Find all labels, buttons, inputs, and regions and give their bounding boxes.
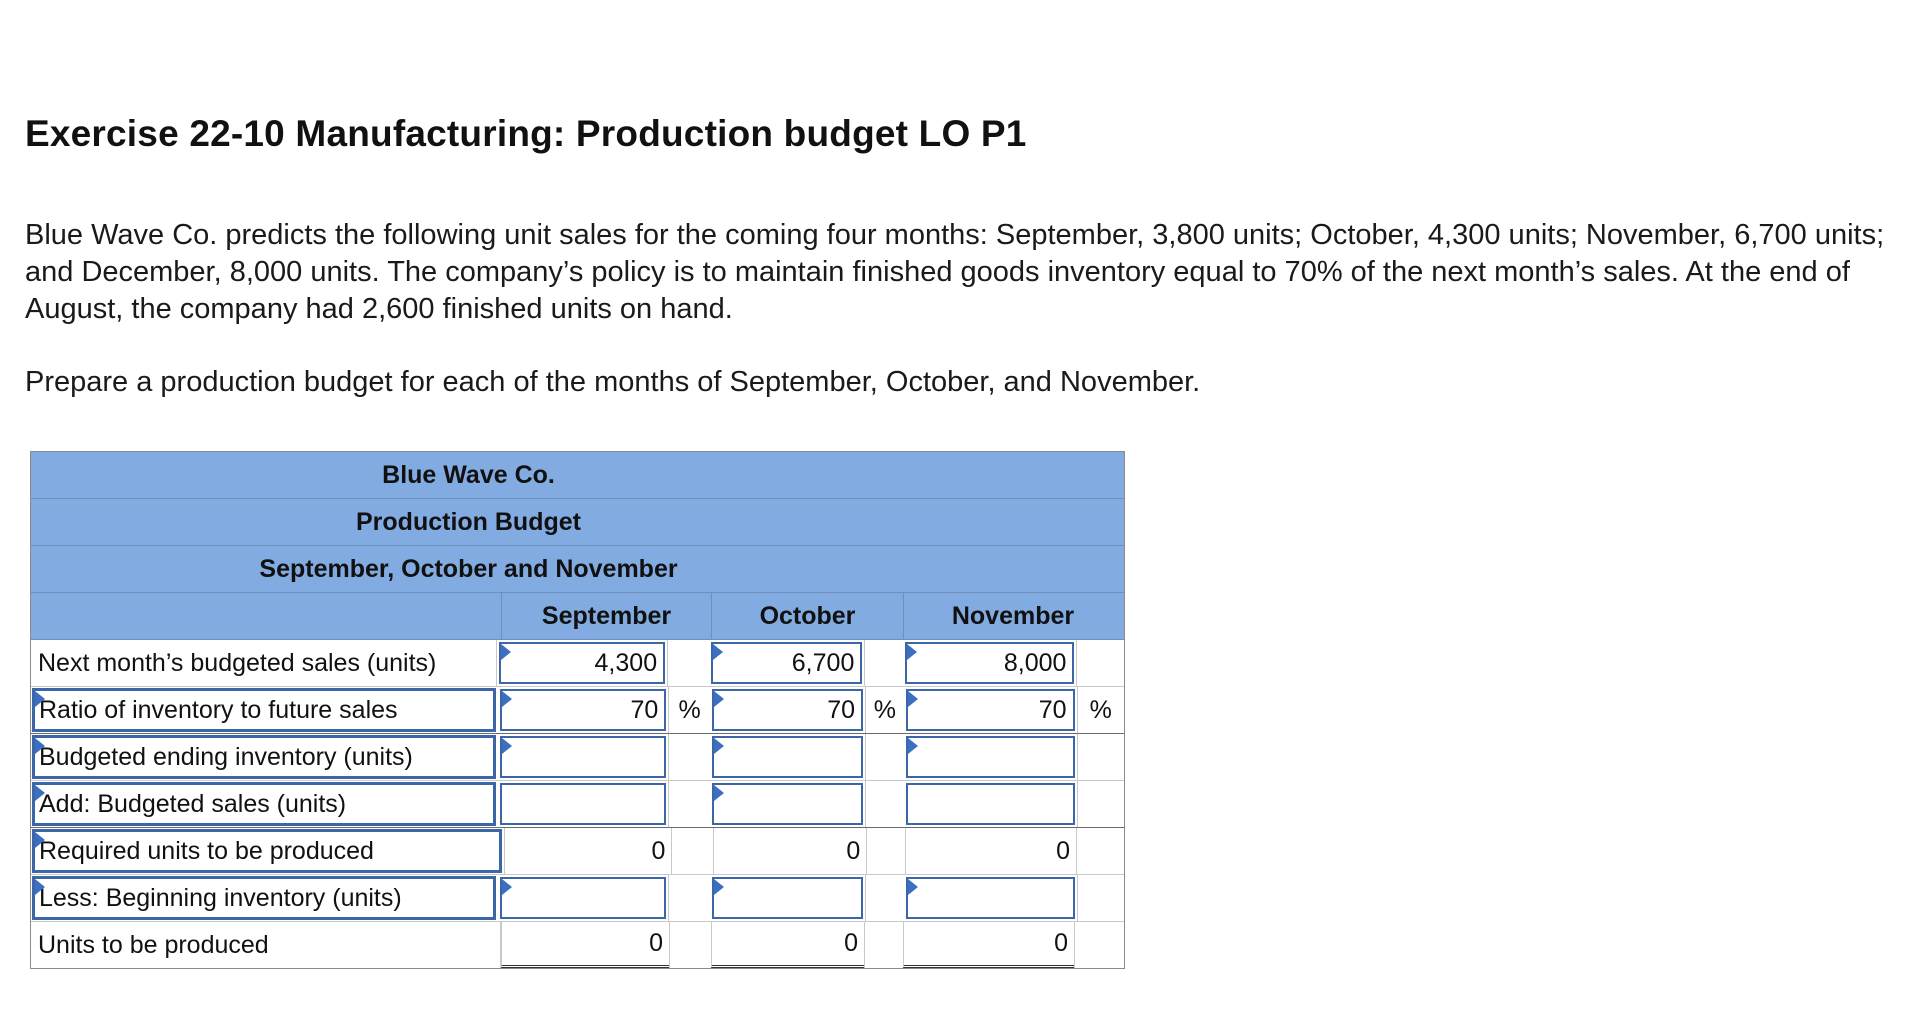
suffix-cell <box>669 922 711 968</box>
october-input[interactable] <box>711 642 863 684</box>
row-label-select[interactable] <box>32 735 496 779</box>
october-input[interactable] <box>712 783 863 825</box>
september-total: 0 <box>501 922 669 968</box>
october-input[interactable] <box>712 736 863 778</box>
input-marker-icon <box>35 879 45 895</box>
table-row-required-units <box>31 828 1124 875</box>
table-row-inventory-ratio <box>31 687 1124 734</box>
budget-period: September, October and November <box>259 554 678 583</box>
suffix-cell <box>667 640 709 686</box>
row-label: Required units to be produced <box>39 836 374 865</box>
september-input[interactable] <box>500 877 666 919</box>
suffix-cell <box>668 734 709 780</box>
suffix-cell <box>1076 640 1124 686</box>
input-marker-icon <box>502 879 512 895</box>
exercise-title: Exercise 22-10 Manufacturing: Production budget LO P1 <box>25 113 1027 154</box>
cell-value: 8,000 <box>1003 648 1067 677</box>
input-marker-icon <box>502 691 512 707</box>
suffix-cell <box>1077 734 1124 780</box>
period-header <box>31 546 1124 593</box>
table-row-next-month-sales <box>31 640 1124 687</box>
suffix-cell <box>1076 828 1124 874</box>
column-header-october: October <box>711 593 903 639</box>
november-input[interactable] <box>906 877 1075 919</box>
table-row-add-budgeted-sales <box>31 781 1124 828</box>
row-label-select[interactable] <box>32 782 496 826</box>
cell-value: 70 <box>827 695 856 724</box>
input-marker-icon <box>907 644 917 660</box>
input-marker-icon <box>501 644 511 660</box>
november-input[interactable] <box>906 783 1075 825</box>
column-header-november: November <box>903 593 1122 639</box>
november-input[interactable] <box>905 642 1074 684</box>
input-marker-icon <box>502 738 512 754</box>
percent-suffix: % <box>668 687 709 733</box>
problem-description: Blue Wave Co. predicts the following unit sales for the coming four months: September, 3,800 units; October, 4,300 units; November, 6,700 units; and December, 8,000 units. The company’s policy is to maintain finished goods inventory equal to 70% of the next month’s sales. At the end of August, the company had 2,600 finished units on hand. <box>25 219 1885 325</box>
september-input[interactable] <box>499 642 666 684</box>
suffix-cell <box>1074 922 1122 968</box>
september-input[interactable] <box>500 689 666 731</box>
suffix-cell <box>865 734 904 780</box>
november-input[interactable] <box>906 736 1075 778</box>
company-header <box>31 452 1124 499</box>
september-input[interactable] <box>500 783 666 825</box>
input-marker-icon <box>714 879 724 895</box>
suffix-cell <box>671 828 713 874</box>
input-marker-icon <box>35 691 45 707</box>
input-marker-icon <box>35 832 45 848</box>
input-marker-icon <box>35 738 45 754</box>
cell-value: 70 <box>630 695 659 724</box>
row-label: Units to be produced <box>31 922 501 968</box>
budget-name-header <box>31 499 1124 546</box>
input-marker-icon <box>714 785 724 801</box>
suffix-cell <box>864 640 903 686</box>
input-marker-icon <box>908 738 918 754</box>
suffix-cell <box>865 781 904 827</box>
september-total: 0 <box>504 828 672 874</box>
input-marker-icon <box>713 644 723 660</box>
row-label: Budgeted ending inventory (units) <box>39 742 413 771</box>
input-marker-icon <box>35 785 45 801</box>
input-marker-icon <box>908 879 918 895</box>
november-input[interactable] <box>906 689 1075 731</box>
row-label-select[interactable] <box>32 829 502 873</box>
row-label: Add: Budgeted sales (units) <box>39 789 347 818</box>
row-label: Ratio of inventory to future sales <box>39 695 398 724</box>
october-total: 0 <box>711 922 864 968</box>
november-total: 0 <box>905 828 1076 874</box>
cell-value: 6,700 <box>791 648 855 677</box>
cell-value: 4,300 <box>594 648 658 677</box>
suffix-cell <box>1077 875 1124 921</box>
november-total: 0 <box>903 922 1074 968</box>
october-input[interactable] <box>712 689 863 731</box>
suffix-cell <box>866 828 905 874</box>
row-label-select[interactable] <box>32 688 496 732</box>
production-budget-table <box>30 451 1125 969</box>
suffix-cell <box>1077 781 1124 827</box>
input-marker-icon <box>908 691 918 707</box>
suffix-cell <box>668 875 709 921</box>
suffix-cell <box>865 875 904 921</box>
input-marker-icon <box>714 738 724 754</box>
september-input[interactable] <box>500 736 666 778</box>
row-label: Less: Beginning inventory (units) <box>39 883 402 912</box>
column-header-row <box>31 593 1124 640</box>
row-label-select[interactable] <box>32 876 496 920</box>
percent-suffix: % <box>865 687 904 733</box>
october-total: 0 <box>713 828 866 874</box>
table-row-beginning-inventory <box>31 875 1124 922</box>
row-label: Next month’s budgeted sales (units) <box>31 640 497 686</box>
table-row-ending-inventory <box>31 734 1124 781</box>
october-input[interactable] <box>712 877 863 919</box>
company-name: Blue Wave Co. <box>382 460 555 489</box>
column-header-blank <box>31 593 501 639</box>
budget-name: Production Budget <box>356 507 581 536</box>
input-marker-icon <box>714 691 724 707</box>
percent-suffix: % <box>1077 687 1124 733</box>
suffix-cell <box>668 781 709 827</box>
table-row-units-to-produce <box>31 922 1124 968</box>
problem-instruction: Prepare a production budget for each of the months of September, October, and November. <box>25 366 1201 398</box>
column-header-september: September <box>501 593 711 639</box>
cell-value: 70 <box>1038 695 1067 724</box>
suffix-cell <box>864 922 903 968</box>
